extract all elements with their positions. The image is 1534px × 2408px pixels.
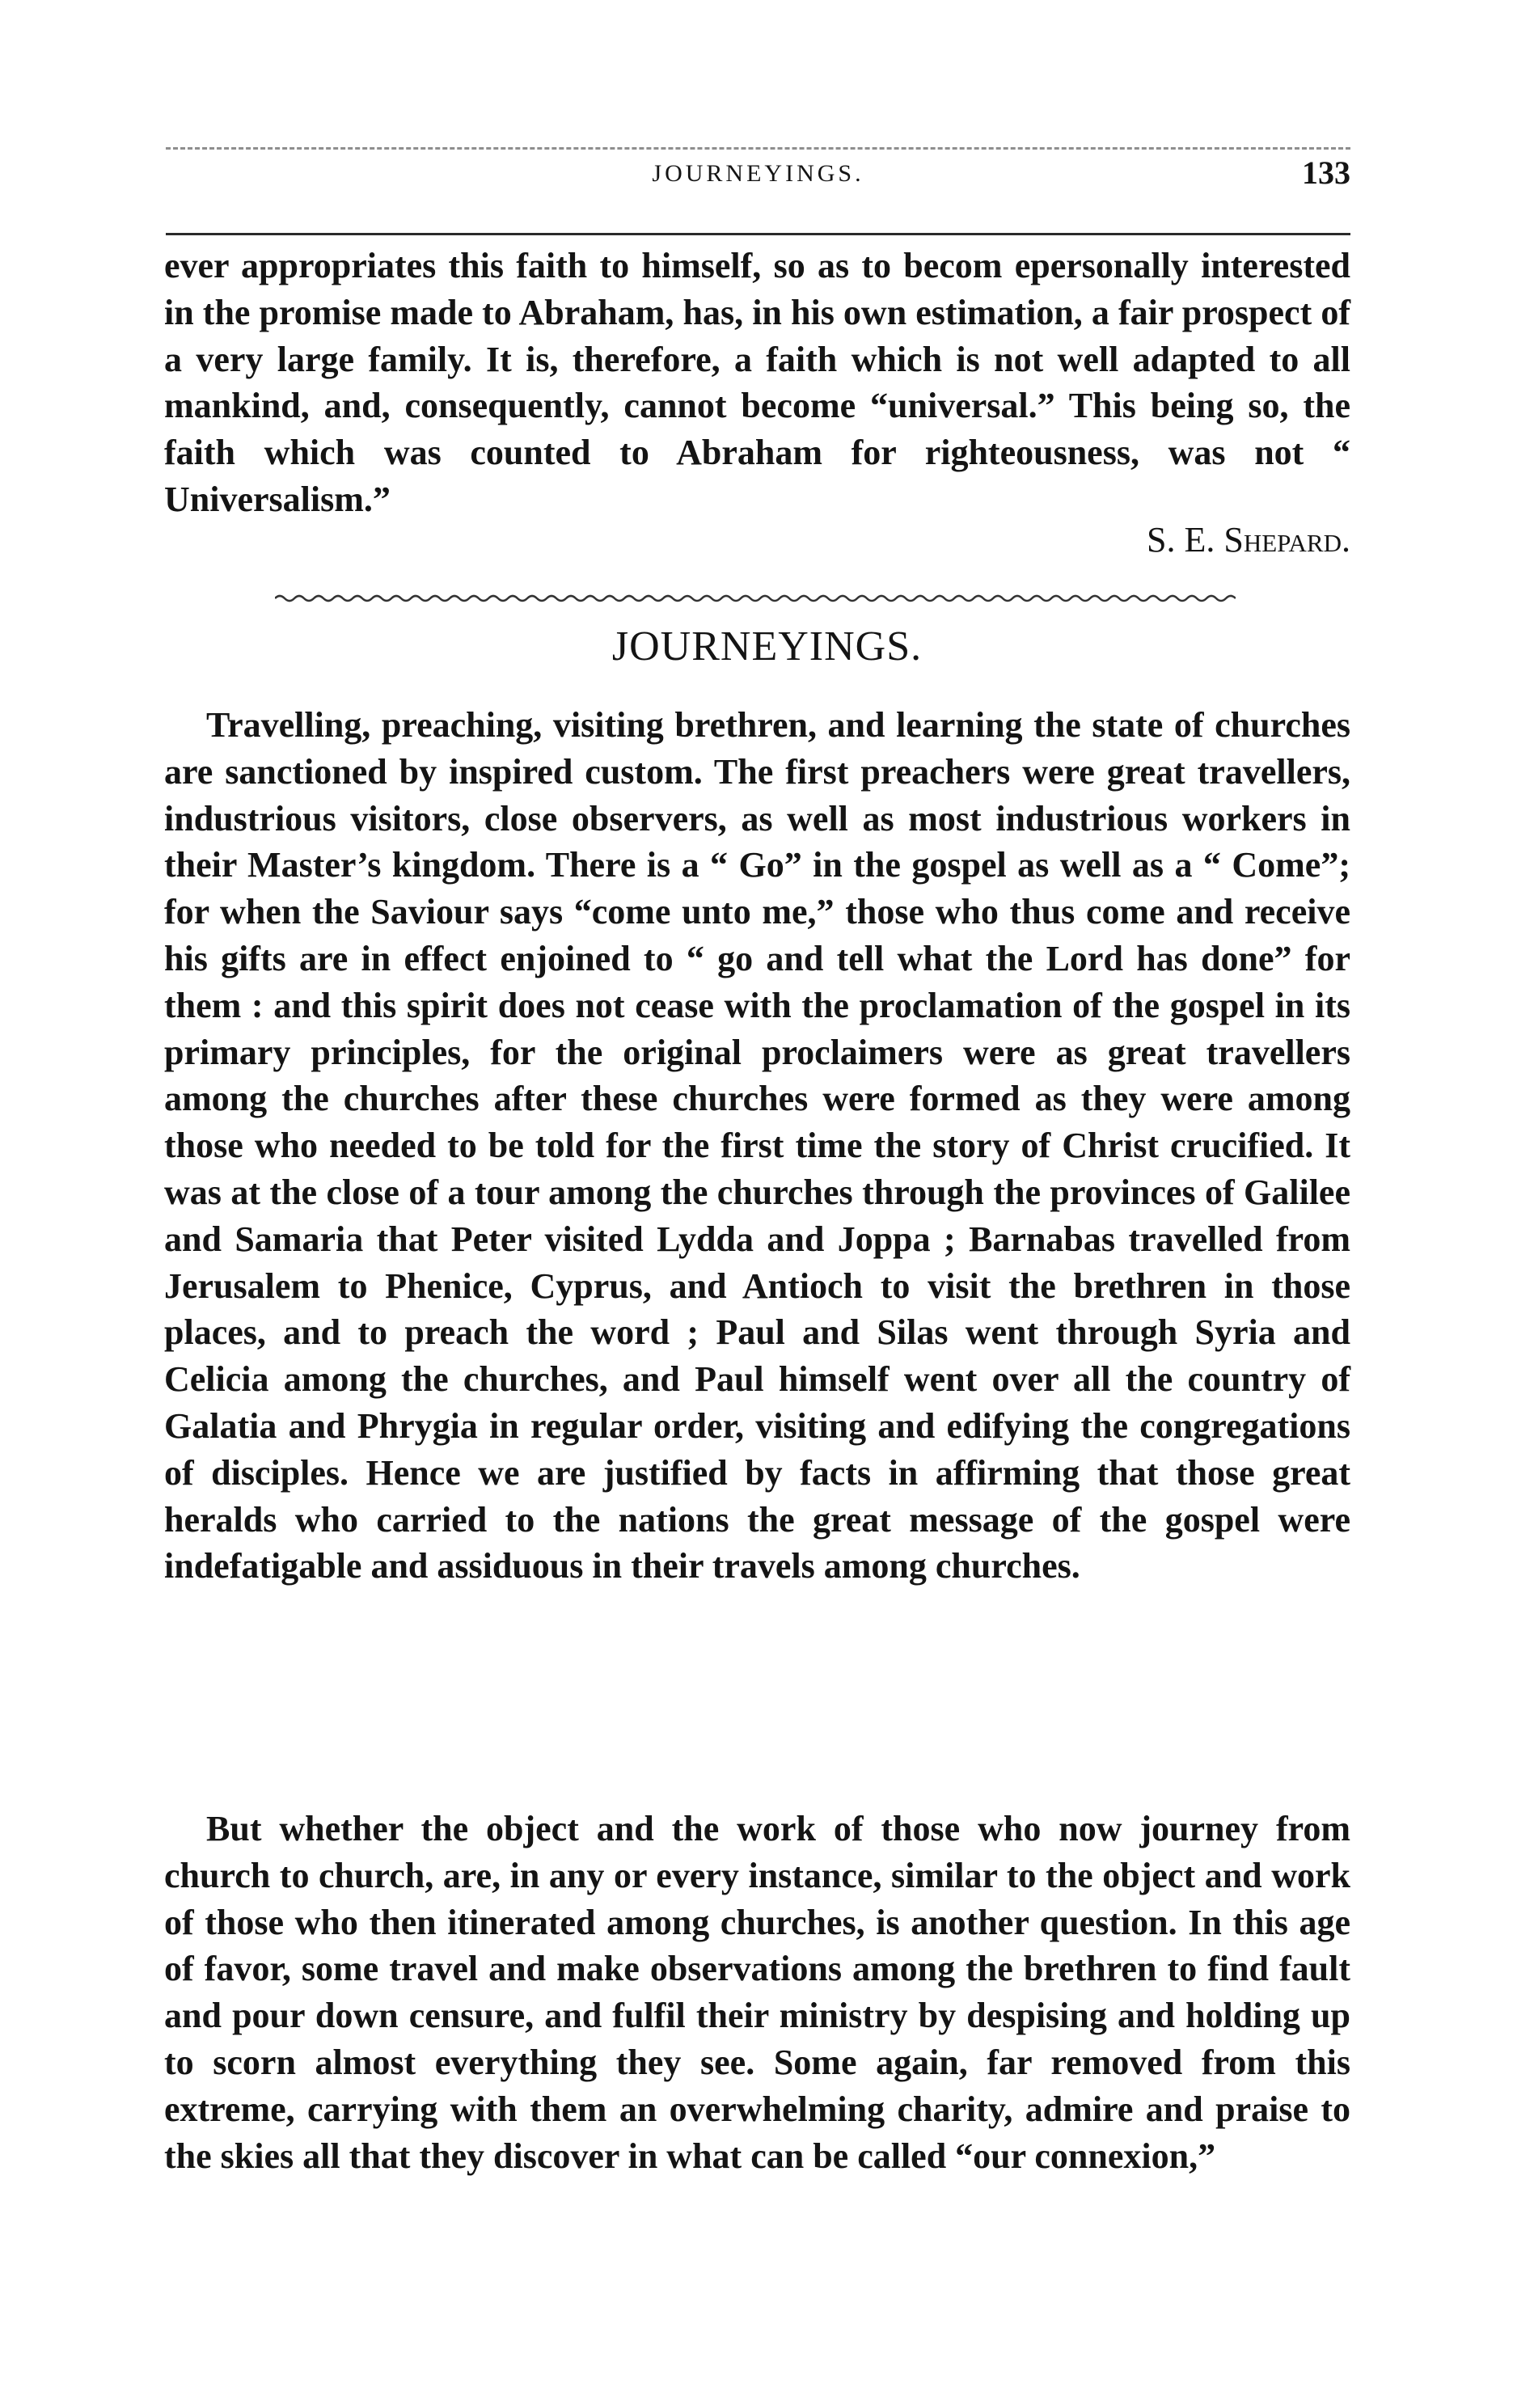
page-header — [166, 137, 1350, 210]
running-title: JOURNEYINGS. — [652, 160, 864, 187]
body-paragraph-2 — [164, 1806, 1350, 2179]
continuation-text: ever appropriates this faith to himself, so as to becom epersonally interested in the promise made to Abraham, has, in his own estimation, a fair prospect of a very large family. It is, therefore, a faith which is not well adapted to all mankind, and, consequently, cannot become “universal.” This being so, the faith which was counted to Abraham for righteousness, was not “ Universalism.” — [164, 246, 1350, 519]
header-rule — [166, 233, 1350, 235]
continuation-paragraph — [164, 243, 1350, 523]
paragraph-text: Travelling, preaching, visiting brethren, and learning the state of churches are sanctioned by inspired custom. The first preachers were great travellers, industrious visitors, close observers, as well as most industrious workers in their Master’s kingdom. There is a “ Go” in the gospel as well as a “ Come”; for when the Saviour says “come unto me,” those who thus come and receive his gifts are in effect enjoined to “ go and tell what the Lord has done” for them : and this spirit does not cease with the proclamation of the gospel in its primary principles, for the original proclaimers were as great travellers among the churches after these churches were formed as they were among those who needed to be told for the first time the story of Christ crucified. It was at the close of a tour among the churches through the provinces of Galilee and Samaria that Peter visited Lydda and Joppa ; Barnabas travelled from Jerusalem to Phenice, Cyprus, and Antioch to visit the brethren in those places, and to preach the word ; Paul and Silas went through Syria and Celicia among the churches, and Paul himself went over all the country of Galatia and Phrygia in regular order, visiting and edifying the congregations of disciples. Hence we are justified by facts in affirming that those great heralds who carried to the nations the great message of the gospel were indefatigable and assiduous in their travels among churches. — [164, 705, 1350, 1586]
wavy-divider — [275, 590, 1236, 606]
header-top-dashes — [166, 147, 1350, 150]
body-paragraph-1 — [164, 702, 1350, 1590]
page-number: 133 — [1302, 154, 1350, 191]
author-signature: S. E. Shepard. — [1147, 520, 1350, 560]
paragraph-text: But whether the object and the work of those who now journey from church to church, are, in any or every instance, similar to the object and work of those who then itinerated among churches, is another question. In this age of favor, some travel and make observations among the brethren to find fault and pour down censure, and fulfil their ministry by despising and holding up to scorn almost everything they see. Some again, far removed from this extreme, carrying with them an overwhelming charity, admire and praise to the skies all that they discover in what can be called “our connexion,” — [164, 1809, 1350, 2176]
section-title: JOURNEYINGS. — [611, 623, 923, 670]
